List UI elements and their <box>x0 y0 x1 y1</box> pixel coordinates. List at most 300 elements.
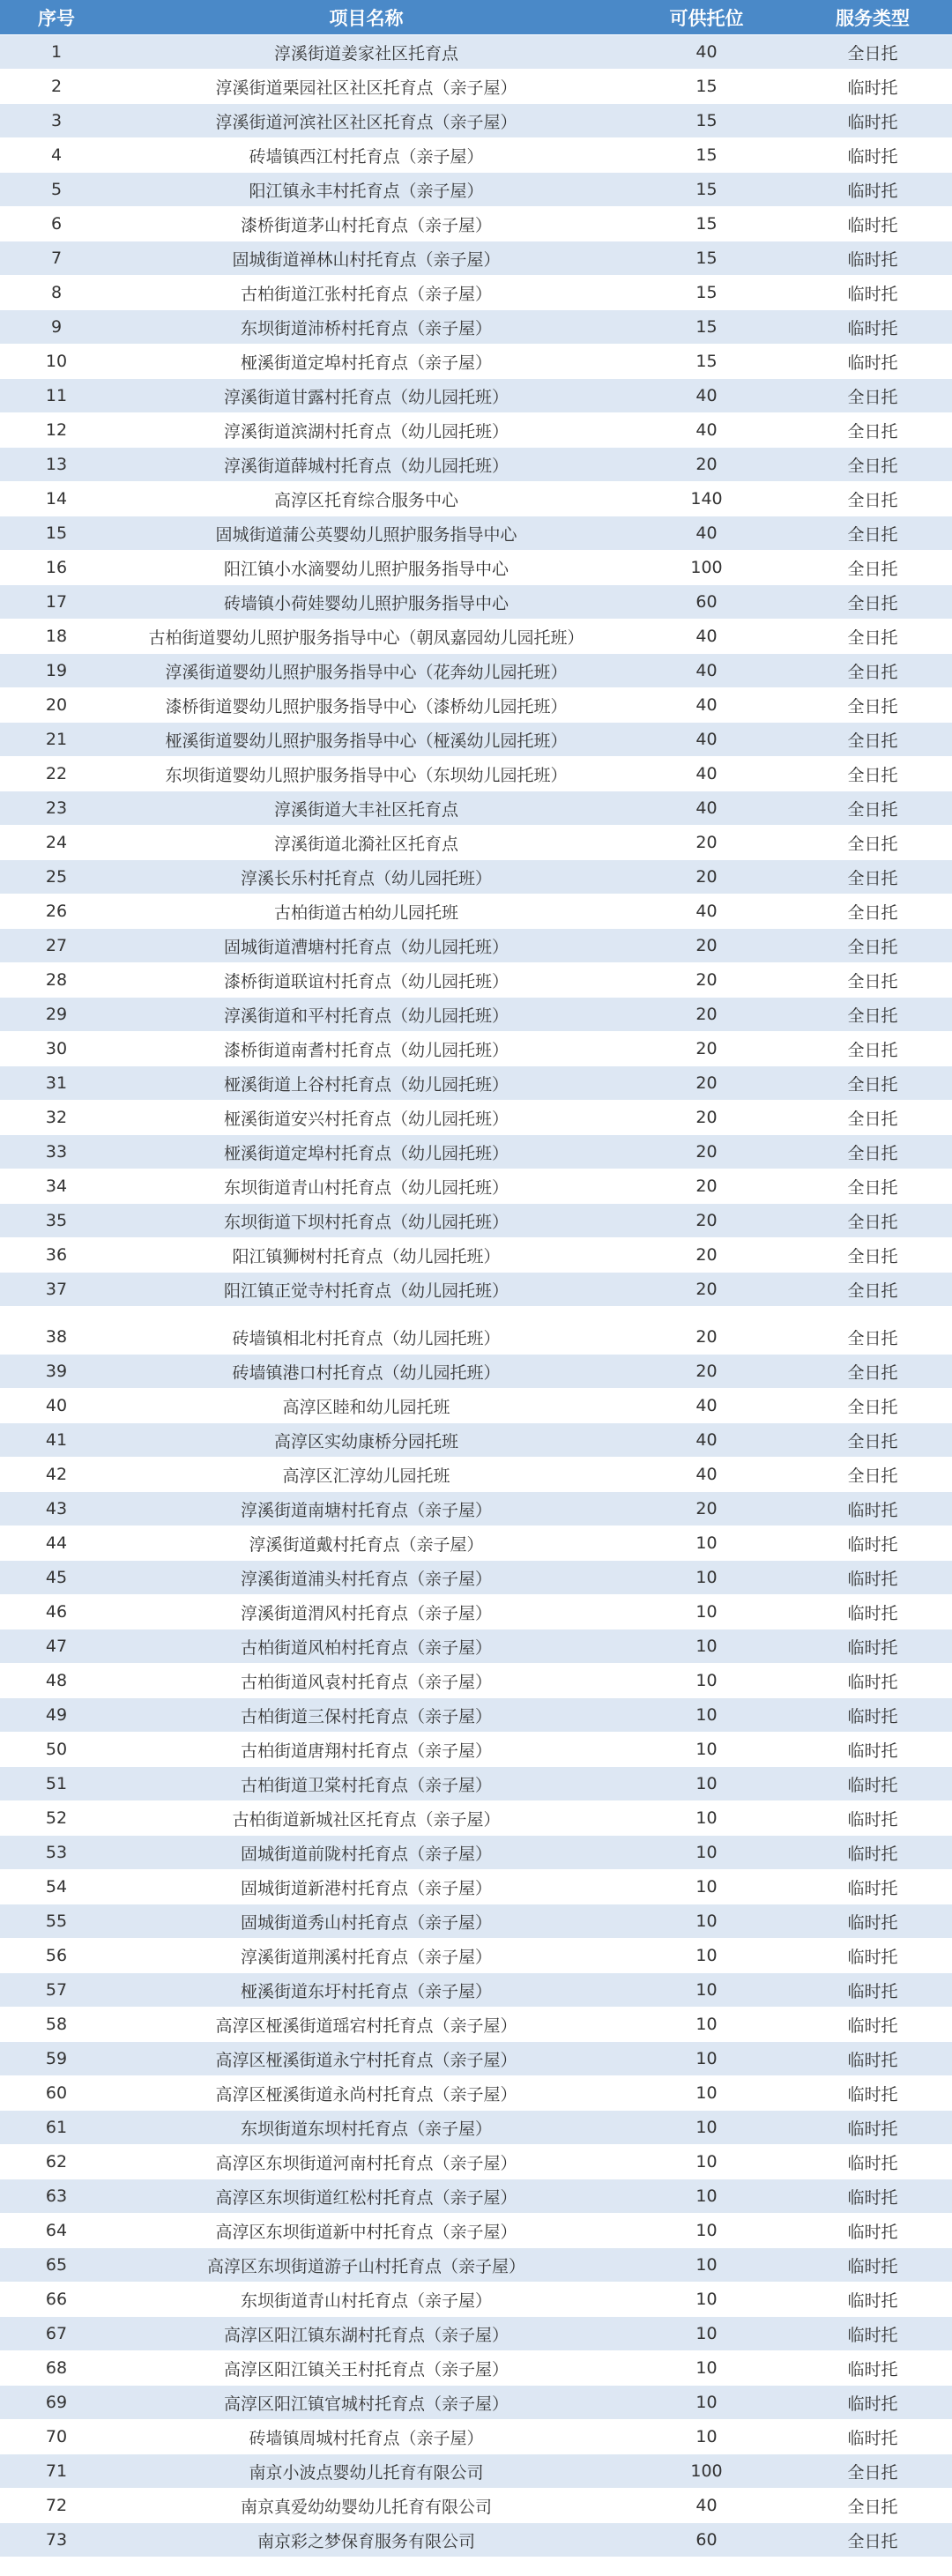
cell-service-type: 全日托 <box>847 1212 898 1232</box>
cell-index: 1 <box>50 42 63 62</box>
table-row <box>0 207 952 241</box>
table-row <box>0 138 952 173</box>
table-row <box>0 1032 952 1066</box>
cell-available-slots: 15 <box>695 352 718 371</box>
cell-project-name: 南京小波点婴幼儿托育有限公司 <box>249 2462 484 2483</box>
cell-project-name: 淳溪街道大丰社区托育点 <box>273 799 458 820</box>
cell-service-type: 临时托 <box>847 1809 898 1830</box>
cell-service-type: 全日托 <box>847 1074 898 1095</box>
cell-available-slots: 10 <box>695 1637 718 1656</box>
cell-service-type: 临时托 <box>847 2325 898 2345</box>
cell-service-type: 临时托 <box>847 249 898 270</box>
cell-project-name: 高淳区阳江镇关王村托育点（亲子屋） <box>223 2359 509 2379</box>
cell-available-slots: 20 <box>695 1005 718 1024</box>
cell-available-slots: 10 <box>695 2393 718 2412</box>
cell-service-type: 临时托 <box>847 1534 898 1555</box>
table-row <box>0 1561 952 1595</box>
cell-service-type: 全日托 <box>847 490 898 510</box>
cell-available-slots: 40 <box>695 902 718 921</box>
cell-index: 66 <box>45 2290 68 2309</box>
cell-index: 46 <box>45 1602 68 1622</box>
table-row <box>0 1273 952 1307</box>
cell-project-name: 淳溪长乐村托育点（幼儿园托班） <box>240 868 492 888</box>
table-row <box>0 1169 952 1204</box>
cell-service-type: 全日托 <box>847 937 898 957</box>
cell-project-name: 砖墙镇港口村托育点（幼儿园托班） <box>232 1362 501 1383</box>
cell-index: 33 <box>45 1142 68 1162</box>
cell-project-name: 淳溪街道薛城村托育点（幼儿园托班） <box>223 456 509 476</box>
cell-index: 61 <box>45 2118 68 2137</box>
cell-index: 30 <box>45 1039 68 1058</box>
cell-available-slots: 40 <box>695 42 718 62</box>
cell-available-slots: 40 <box>695 798 718 818</box>
cell-service-type: 全日托 <box>847 1328 898 1348</box>
cell-project-name: 东坝街道沛桥村托育点（亲子屋） <box>240 318 492 338</box>
cell-service-type: 临时托 <box>847 112 898 132</box>
cell-service-type: 临时托 <box>847 1741 898 1761</box>
table-header <box>0 0 952 35</box>
table-row <box>0 2283 952 2317</box>
cell-service-type: 临时托 <box>847 1981 898 2001</box>
cell-index: 27 <box>45 936 68 955</box>
cell-available-slots: 15 <box>695 77 718 96</box>
cell-service-type: 临时托 <box>847 2256 898 2276</box>
cell-available-slots: 10 <box>695 2049 718 2068</box>
cell-index: 63 <box>45 2186 68 2206</box>
table-row <box>0 1629 952 1664</box>
cell-service-type: 临时托 <box>847 1569 898 1589</box>
cell-index: 42 <box>45 1465 68 1484</box>
cell-project-name: 淳溪街道浦头村托育点（亲子屋） <box>240 1569 492 1589</box>
table-row <box>0 1066 952 1101</box>
cell-service-type: 全日托 <box>847 834 898 854</box>
cell-project-name: 桠溪街道东圩村托育点（亲子屋） <box>240 1981 492 2001</box>
cell-service-type: 全日托 <box>847 902 898 923</box>
table-row <box>0 2076 952 2111</box>
cell-available-slots: 10 <box>695 1808 718 1828</box>
cell-available-slots: 10 <box>695 1705 718 1725</box>
cell-available-slots: 15 <box>695 180 718 199</box>
cell-project-name: 阳江镇狮树村托育点（幼儿园托班） <box>232 1246 501 1266</box>
cell-project-name: 淳溪街道渭风村托育点（亲子屋） <box>240 1603 492 1623</box>
cell-index: 13 <box>45 455 68 474</box>
cell-index: 62 <box>45 2152 68 2171</box>
cell-service-type: 全日托 <box>847 1040 898 1060</box>
cell-project-name: 高淳区东坝街道河南村托育点（亲子屋） <box>215 2153 517 2173</box>
cell-index: 53 <box>45 1843 68 1862</box>
cell-available-slots: 40 <box>695 2496 718 2515</box>
cell-service-type: 临时托 <box>847 215 898 235</box>
table-row <box>0 1389 952 1423</box>
cell-available-slots: 20 <box>695 1280 718 1299</box>
cell-service-type: 临时托 <box>847 146 898 167</box>
cell-service-type: 全日托 <box>847 2462 898 2483</box>
cell-index: 22 <box>45 764 68 783</box>
cell-index: 43 <box>45 1499 68 1518</box>
cell-index: 69 <box>45 2393 68 2412</box>
cell-project-name: 漆桥街道南耆村托育点（幼儿园托班） <box>223 1040 509 1060</box>
table-row <box>0 2008 952 2042</box>
table-row <box>0 963 952 998</box>
table-row <box>0 1492 952 1526</box>
cell-service-type: 全日托 <box>847 1006 898 1026</box>
table-row <box>0 895 952 929</box>
cell-project-name: 固城街道新港村托育点（亲子屋） <box>240 1878 492 1898</box>
cell-index: 47 <box>45 1637 68 1656</box>
table-row <box>0 2145 952 2179</box>
cell-service-type: 全日托 <box>847 1431 898 1451</box>
cell-index: 7 <box>50 249 63 268</box>
cell-project-name: 高淳区阳江镇东湖村托育点（亲子屋） <box>223 2325 509 2345</box>
cell-service-type: 全日托 <box>847 1466 898 1486</box>
cell-available-slots: 20 <box>695 867 718 887</box>
cell-index: 14 <box>45 489 68 509</box>
table-row <box>0 654 952 688</box>
cell-index: 56 <box>45 1946 68 1965</box>
cell-index: 18 <box>45 627 68 646</box>
cell-index: 17 <box>45 592 68 612</box>
cell-project-name: 东坝街道青山村托育点（亲子屋） <box>240 2290 492 2311</box>
cell-project-name: 高淳区东坝街道红松村托育点（亲子屋） <box>215 2187 517 2208</box>
table-row <box>0 1939 952 1973</box>
cell-service-type: 全日托 <box>847 1246 898 1266</box>
cell-index: 50 <box>45 1740 68 1759</box>
table-row <box>0 2042 952 2076</box>
cell-service-type: 临时托 <box>847 1912 898 1933</box>
cell-available-slots: 15 <box>695 214 718 234</box>
cell-service-type: 临时托 <box>847 2359 898 2379</box>
table-row <box>0 35 952 70</box>
cell-index: 52 <box>45 1808 68 1828</box>
cell-index: 3 <box>50 111 63 130</box>
cell-index: 70 <box>45 2427 68 2446</box>
header-available-slots: 可供托位 <box>669 7 744 29</box>
cell-available-slots: 10 <box>695 2015 718 2034</box>
cell-project-name: 砖墙镇西江村托育点（亲子屋） <box>249 146 484 167</box>
cell-index: 41 <box>45 1430 68 1450</box>
cell-available-slots: 15 <box>695 111 718 130</box>
cell-available-slots: 10 <box>695 1568 718 1587</box>
table-row <box>0 2454 952 2489</box>
table-row <box>0 1801 952 1836</box>
cell-service-type: 全日托 <box>847 1177 898 1198</box>
cell-index: 49 <box>45 1705 68 1725</box>
cell-service-type: 临时托 <box>847 78 898 98</box>
table-row <box>0 1204 952 1238</box>
cell-service-type: 全日托 <box>847 559 898 579</box>
cell-index: 48 <box>45 1671 68 1690</box>
cell-available-slots: 10 <box>695 2083 718 2103</box>
cell-project-name: 桠溪街道定埠村托育点（幼儿园托班） <box>223 1143 509 1163</box>
table-row <box>0 2351 952 2386</box>
cell-project-name: 淳溪街道北漪社区托育点 <box>273 834 458 854</box>
cell-index: 35 <box>45 1211 68 1230</box>
cell-project-name: 古柏街道婴幼儿照护服务指导中心（朝凤嘉园幼儿园托班） <box>148 627 584 648</box>
cell-service-type: 临时托 <box>847 1706 898 1726</box>
cell-index: 51 <box>45 1774 68 1793</box>
table-row <box>0 2420 952 2454</box>
cell-available-slots: 10 <box>695 2118 718 2137</box>
table-row <box>0 2179 952 2214</box>
cell-available-slots: 20 <box>695 936 718 955</box>
cell-project-name: 砖墙镇小荷娃婴幼儿照护服务指导中心 <box>223 593 509 613</box>
cell-service-type: 全日托 <box>847 1281 898 1301</box>
cell-service-type: 临时托 <box>847 2050 898 2070</box>
table-row <box>0 345 952 379</box>
cell-available-slots: 10 <box>695 1774 718 1793</box>
table-row <box>0 1320 952 1355</box>
table-row <box>0 1733 952 1767</box>
cell-available-slots: 20 <box>695 1177 718 1196</box>
cell-index: 25 <box>45 867 68 887</box>
cell-available-slots: 60 <box>695 592 718 612</box>
cell-project-name: 淳溪街道戴村托育点（亲子屋） <box>249 1534 484 1555</box>
cell-available-slots: 10 <box>695 2255 718 2275</box>
cell-project-name: 淳溪街道姜家社区托育点 <box>273 43 458 63</box>
cell-project-name: 高淳区汇淳幼儿园托班 <box>282 1466 450 1486</box>
cell-project-name: 阳江镇小水滴婴幼儿照护服务指导中心 <box>223 559 509 579</box>
table-row <box>0 757 952 791</box>
cell-index: 8 <box>50 283 63 302</box>
cell-service-type: 临时托 <box>847 2187 898 2208</box>
cell-service-type: 临时托 <box>847 284 898 304</box>
cell-service-type: 临时托 <box>847 1947 898 1967</box>
cell-project-name: 高淳区桠溪街道永宁村托育点（亲子屋） <box>215 2050 517 2070</box>
cell-project-name: 淳溪街道婴幼儿照护服务指导中心（花奔幼儿园托班） <box>165 662 568 682</box>
cell-service-type: 全日托 <box>847 971 898 991</box>
cell-available-slots: 40 <box>695 1430 718 1450</box>
table-row <box>0 2214 952 2248</box>
cell-service-type: 全日托 <box>847 524 898 545</box>
cell-project-name: 桠溪街道婴幼儿照护服务指导中心（桠溪幼儿园托班） <box>165 731 568 751</box>
table-row <box>0 2111 952 2145</box>
cell-index: 57 <box>45 1980 68 2000</box>
cell-project-name: 高淳区东坝街道新中村托育点（亲子屋） <box>215 2222 517 2242</box>
cell-project-name: 固城街道禅林山村托育点（亲子屋） <box>232 249 501 270</box>
cell-project-name: 高淳区东坝街道游子山村托育点（亲子屋） <box>206 2256 525 2276</box>
cell-index: 60 <box>45 2083 68 2103</box>
cell-index: 65 <box>45 2255 68 2275</box>
cell-project-name: 南京真爱幼幼婴幼儿托育有限公司 <box>240 2497 492 2517</box>
cell-index: 16 <box>45 558 68 577</box>
cell-project-name: 高淳区实幼康桥分园托班 <box>273 1431 458 1451</box>
cell-index: 24 <box>45 833 68 852</box>
table-row <box>0 1101 952 1135</box>
cell-project-name: 砖墙镇相北村托育点（幼儿园托班） <box>232 1328 501 1348</box>
cell-service-type: 全日托 <box>847 662 898 682</box>
cell-index: 54 <box>45 1877 68 1897</box>
cell-available-slots: 10 <box>695 2427 718 2446</box>
table-row <box>0 173 952 207</box>
cell-index: 21 <box>45 730 68 749</box>
cell-index: 55 <box>45 1912 68 1931</box>
cell-available-slots: 20 <box>695 455 718 474</box>
cell-service-type: 临时托 <box>847 1672 898 1692</box>
table-row <box>0 585 952 620</box>
cell-available-slots: 10 <box>695 2186 718 2206</box>
cell-service-type: 临时托 <box>847 1637 898 1658</box>
cell-service-type: 临时托 <box>847 2153 898 2173</box>
cell-project-name: 砖墙镇周城村托育点（亲子屋） <box>249 2428 484 2448</box>
cell-project-name: 古柏街道古柏幼儿园托班 <box>273 902 458 923</box>
cell-available-slots: 10 <box>695 2152 718 2171</box>
table-row <box>0 1664 952 1698</box>
cell-index: 28 <box>45 970 68 990</box>
cell-index: 20 <box>45 695 68 715</box>
table-row <box>0 2386 952 2420</box>
cell-project-name: 淳溪街道河滨社区社区托育点（亲子屋） <box>215 112 517 132</box>
cell-project-name: 高淳区托育综合服务中心 <box>273 490 458 510</box>
cell-index: 5 <box>50 180 63 199</box>
cell-service-type: 全日托 <box>847 1362 898 1383</box>
table-body <box>0 35 952 2557</box>
cell-project-name: 古柏街道唐翔村托育点（亲子屋） <box>240 1741 492 1761</box>
cell-project-name: 东坝街道青山村托育点（幼儿园托班） <box>223 1177 509 1198</box>
cell-project-name: 东坝街道下坝村托育点（幼儿园托班） <box>223 1212 509 1232</box>
cell-service-type: 临时托 <box>847 2428 898 2448</box>
cell-available-slots: 10 <box>695 1877 718 1897</box>
cell-service-type: 全日托 <box>847 765 898 785</box>
cell-available-slots: 20 <box>695 1142 718 1162</box>
cell-project-name: 古柏街道新城社区托育点（亲子屋） <box>232 1809 501 1830</box>
cell-available-slots: 40 <box>695 523 718 543</box>
cell-index: 6 <box>50 214 63 234</box>
table-row <box>0 620 952 654</box>
table-row <box>0 1904 952 1939</box>
cell-index: 59 <box>45 2049 68 2068</box>
cell-project-name: 淳溪街道滨湖村托育点（幼儿园托班） <box>223 421 509 442</box>
cell-project-name: 淳溪街道南塘村托育点（亲子屋） <box>240 1500 492 1520</box>
cell-project-name: 固城街道秀山村托育点（亲子屋） <box>240 1912 492 1933</box>
table-row <box>0 1767 952 1801</box>
table-row <box>0 998 952 1032</box>
cell-service-type: 全日托 <box>847 1109 898 1129</box>
cell-available-slots: 10 <box>695 2324 718 2343</box>
cell-index: 9 <box>50 317 63 337</box>
cell-project-name: 淳溪街道甘露村托育点（幼儿园托班） <box>223 387 509 407</box>
cell-available-slots: 40 <box>695 764 718 783</box>
cell-available-slots: 20 <box>695 970 718 990</box>
header-project-name: 项目名称 <box>329 7 404 29</box>
table-row <box>0 379 952 413</box>
cell-index: 39 <box>45 1362 68 1381</box>
cell-index: 19 <box>45 661 68 680</box>
table-row <box>0 688 952 723</box>
cell-available-slots: 60 <box>695 2530 718 2550</box>
cell-available-slots: 20 <box>695 1362 718 1381</box>
table-row <box>0 860 952 895</box>
table-row <box>0 723 952 757</box>
cell-project-name: 阳江镇永丰村托育点（亲子屋） <box>249 181 484 201</box>
cell-index: 4 <box>50 145 63 165</box>
cell-service-type: 全日托 <box>847 593 898 613</box>
cell-available-slots: 10 <box>695 2221 718 2240</box>
cell-index: 15 <box>45 523 68 543</box>
cell-available-slots: 20 <box>695 1073 718 1093</box>
cell-available-slots: 15 <box>695 317 718 337</box>
cell-index: 71 <box>45 2461 68 2481</box>
cell-available-slots: 10 <box>695 2290 718 2309</box>
cell-service-type: 临时托 <box>847 2222 898 2242</box>
table-row <box>0 516 952 551</box>
cell-service-type: 临时托 <box>847 353 898 373</box>
cell-index: 32 <box>45 1108 68 1127</box>
cell-available-slots: 40 <box>695 1396 718 1415</box>
table-row <box>0 2489 952 2523</box>
cell-service-type: 临时托 <box>847 2119 898 2139</box>
table-row <box>0 1423 952 1458</box>
cell-project-name: 淳溪街道栗园社区社区托育点（亲子屋） <box>215 78 517 98</box>
table-row <box>0 551 952 585</box>
cell-index: 31 <box>45 1073 68 1093</box>
cell-index: 58 <box>45 2015 68 2034</box>
cell-project-name: 淳溪街道和平村托育点（幼儿园托班） <box>223 1006 509 1026</box>
cell-available-slots: 10 <box>695 1980 718 2000</box>
cell-project-name: 古柏街道卫棠村托育点（亲子屋） <box>240 1775 492 1795</box>
cell-available-slots: 40 <box>695 627 718 646</box>
table-row <box>0 310 952 345</box>
cell-service-type: 全日托 <box>847 421 898 442</box>
cell-available-slots: 10 <box>695 1912 718 1931</box>
cell-index: 45 <box>45 1568 68 1587</box>
cell-available-slots: 10 <box>695 1533 718 1553</box>
table-row <box>0 1595 952 1629</box>
cell-project-name: 漆桥街道婴幼儿照护服务指导中心（漆桥幼儿园托班） <box>165 696 568 716</box>
cell-index: 12 <box>45 420 68 440</box>
table-row <box>0 2317 952 2351</box>
cell-service-type: 临时托 <box>847 181 898 201</box>
cell-available-slots: 15 <box>695 145 718 165</box>
table-row <box>0 1355 952 1389</box>
cell-available-slots: 20 <box>695 1039 718 1058</box>
cell-service-type: 全日托 <box>847 387 898 407</box>
cell-project-name: 桠溪街道上谷村托育点（幼儿园托班） <box>223 1074 509 1095</box>
table-row <box>0 2248 952 2283</box>
cell-service-type: 全日托 <box>847 799 898 820</box>
table-row <box>0 1135 952 1169</box>
cell-available-slots: 10 <box>695 1740 718 1759</box>
table-row <box>0 2523 952 2557</box>
cell-project-name: 古柏街道风柏村托育点（亲子屋） <box>240 1637 492 1658</box>
cell-service-type: 全日托 <box>847 43 898 63</box>
table-row <box>0 413 952 448</box>
cell-service-type: 临时托 <box>847 2084 898 2105</box>
cell-project-name: 固城街道前陇村托育点（亲子屋） <box>240 1844 492 1864</box>
cell-project-name: 桠溪街道安兴村托育点（幼儿园托班） <box>223 1109 509 1129</box>
cell-project-name: 高淳区桠溪街道永尚村托育点（亲子屋） <box>215 2084 517 2105</box>
cell-project-name: 古柏街道江张村托育点（亲子屋） <box>240 284 492 304</box>
cell-index: 67 <box>45 2324 68 2343</box>
cell-service-type: 临时托 <box>847 1878 898 1898</box>
cell-index: 29 <box>45 1005 68 1024</box>
header-service-type: 服务类型 <box>836 7 910 29</box>
cell-service-type: 全日托 <box>847 2531 898 2551</box>
cell-project-name: 古柏街道三保村托育点（亲子屋） <box>240 1706 492 1726</box>
table-row <box>0 1238 952 1273</box>
table-row <box>0 70 952 104</box>
cell-service-type: 临时托 <box>847 2290 898 2311</box>
cell-available-slots: 15 <box>695 249 718 268</box>
cell-service-type: 全日托 <box>847 1143 898 1163</box>
cell-index: 72 <box>45 2496 68 2515</box>
table-row <box>0 1836 952 1870</box>
table-row <box>0 482 952 516</box>
table-row <box>0 1698 952 1733</box>
cell-available-slots: 40 <box>695 695 718 715</box>
cell-project-name: 东坝街道东坝村托育点（亲子屋） <box>240 2119 492 2139</box>
cell-project-name: 高淳区睦和幼儿园托班 <box>282 1397 450 1417</box>
header-index: 序号 <box>38 7 75 29</box>
